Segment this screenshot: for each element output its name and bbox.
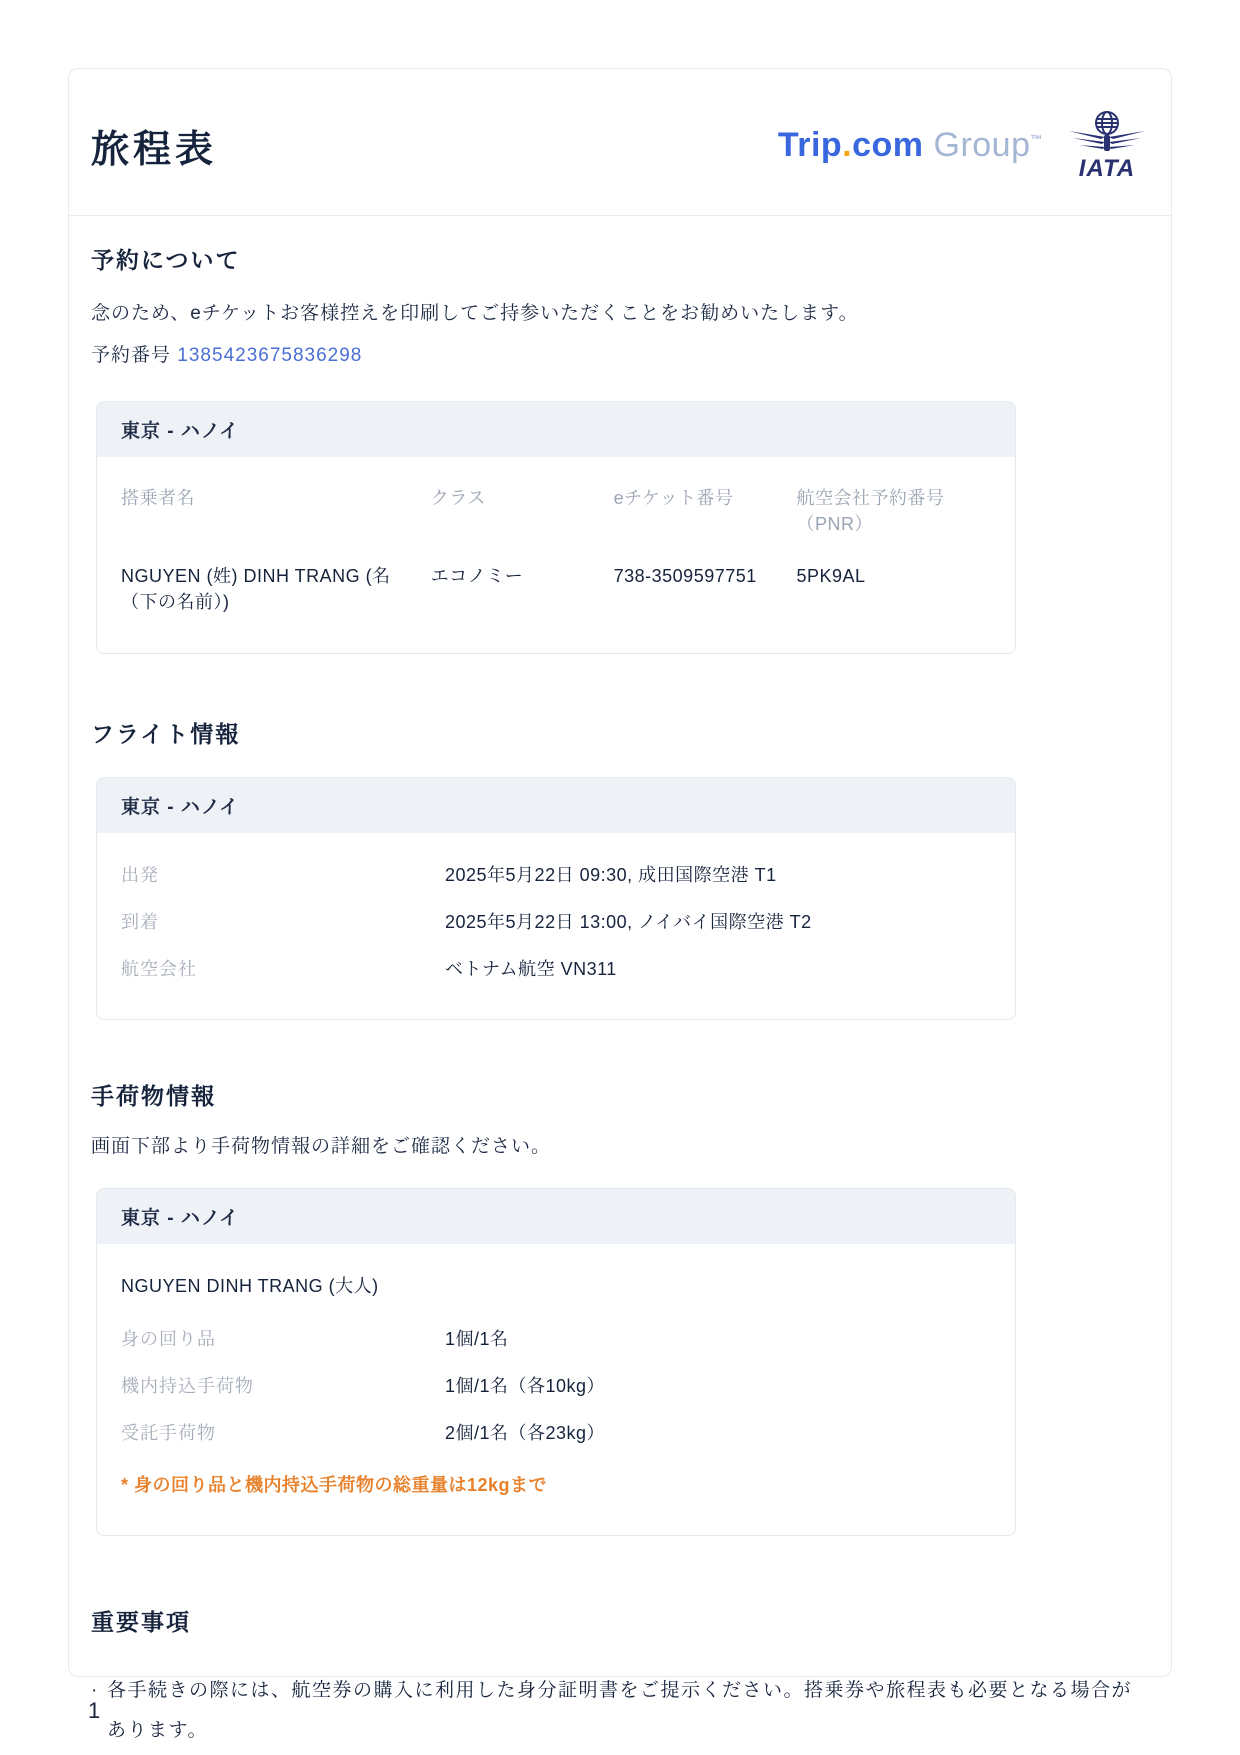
airline-value: ベトナム航空 VN311 — [445, 958, 617, 979]
important-item — [91, 1671, 1149, 1751]
flight-card-body — [97, 833, 1015, 1019]
flight-arrival-row — [121, 908, 991, 934]
baggage-card-route: 東京 - ハノイ — [97, 1189, 1015, 1244]
booking-section-heading: 予約について — [91, 247, 241, 273]
tripcom-group-logo — [778, 126, 1043, 165]
page-number: 1 — [88, 1698, 101, 1723]
booking-card-route: 東京 - ハノイ — [97, 402, 1015, 457]
personal-item-value: 1個/1名 — [445, 1329, 509, 1350]
flight-airline-row — [121, 955, 991, 981]
iata-logo — [1065, 109, 1149, 181]
col-class: クラス — [430, 487, 486, 508]
eticket-value: 738-3509597751 — [613, 565, 757, 586]
tripcom-logo-group: Group — [923, 125, 1031, 164]
booking-card-body — [97, 457, 1015, 653]
tripcom-logo-tm: ™ — [1030, 132, 1043, 147]
booking-number-link[interactable]: 1385423675836298 — [177, 344, 363, 366]
checked-baggage-label: 受託手荷物 — [121, 1423, 216, 1444]
tripcom-logo-com: com — [852, 125, 924, 164]
checked-baggage-row — [121, 1419, 991, 1445]
baggage-section-heading: 手荷物情報 — [91, 1082, 216, 1109]
flight-card-route: 東京 - ハノイ — [97, 778, 1015, 833]
important-item-text: 各手続きの際には、航空券の購入に利用した身分証明書をご提示ください。搭乗券や旅程表も必要となる場合があります。 — [107, 1680, 1133, 1742]
page-title: 旅程表 — [91, 128, 218, 171]
baggage-note: 画面下部より手荷物情報の詳細をご確認ください。 — [91, 1135, 552, 1157]
header-divider — [69, 215, 1171, 216]
bullet-icon: · — [91, 1680, 99, 1702]
col-eticket: eチケット番号 — [613, 487, 734, 508]
booking-card — [96, 401, 1016, 654]
arrival-label: 到着 — [121, 911, 159, 932]
baggage-weight-warning: * 身の回り品と機内持込手荷物の総重量は12kgまで — [121, 1475, 548, 1496]
booking-number-line — [91, 340, 1149, 367]
col-passenger-name: 搭乗者名 — [121, 487, 195, 508]
tripcom-logo-dot: . — [842, 125, 853, 164]
pnr-value: 5PK9AL — [796, 565, 866, 586]
booking-table-row — [121, 563, 991, 615]
booking-note: 念のため、eチケットお客様控えを印刷してご持参いただくことをお勧めいたします。 — [91, 303, 859, 324]
baggage-card — [96, 1188, 1016, 1536]
flight-departure-row — [121, 861, 991, 887]
class-value: エコノミー — [430, 565, 524, 586]
arrival-value: 2025年5月22日 13:00, ノイバイ国際空港 T2 — [445, 911, 812, 932]
flight-section-heading: フライト情報 — [91, 720, 241, 747]
baggage-passenger: NGUYEN DINH TRANG (大人) — [121, 1276, 379, 1297]
iata-logo-text: IATA — [1078, 155, 1136, 182]
document-header — [91, 69, 1149, 181]
carryon-value: 1個/1名（各10kg） — [445, 1376, 606, 1397]
booking-number-label: 予約番号 — [91, 344, 172, 366]
col-pnr: 航空会社予約番号（PNR） — [796, 487, 945, 534]
carryon-label: 機内持込手荷物 — [121, 1376, 254, 1397]
logo-group — [778, 109, 1149, 181]
iata-wings-globe-icon — [1065, 109, 1149, 159]
tripcom-logo-trip: Trip — [777, 125, 843, 164]
checked-baggage-value: 2個/1名（各23kg） — [445, 1423, 606, 1444]
personal-item-row — [121, 1325, 991, 1351]
personal-item-label: 身の回り品 — [121, 1329, 216, 1350]
important-section-heading: 重要事項 — [91, 1609, 191, 1636]
airline-label: 航空会社 — [121, 958, 197, 979]
departure-label: 出発 — [121, 864, 159, 885]
flight-card — [96, 777, 1016, 1020]
baggage-card-body — [97, 1244, 1015, 1535]
booking-table-header — [121, 485, 991, 537]
document-card — [68, 68, 1172, 1742]
passenger-name-value: NGUYEN (姓) DINH TRANG (名（下の名前）) — [121, 565, 391, 612]
carryon-row — [121, 1372, 991, 1398]
departure-value: 2025年5月22日 09:30, 成田国際空港 T1 — [445, 864, 777, 885]
